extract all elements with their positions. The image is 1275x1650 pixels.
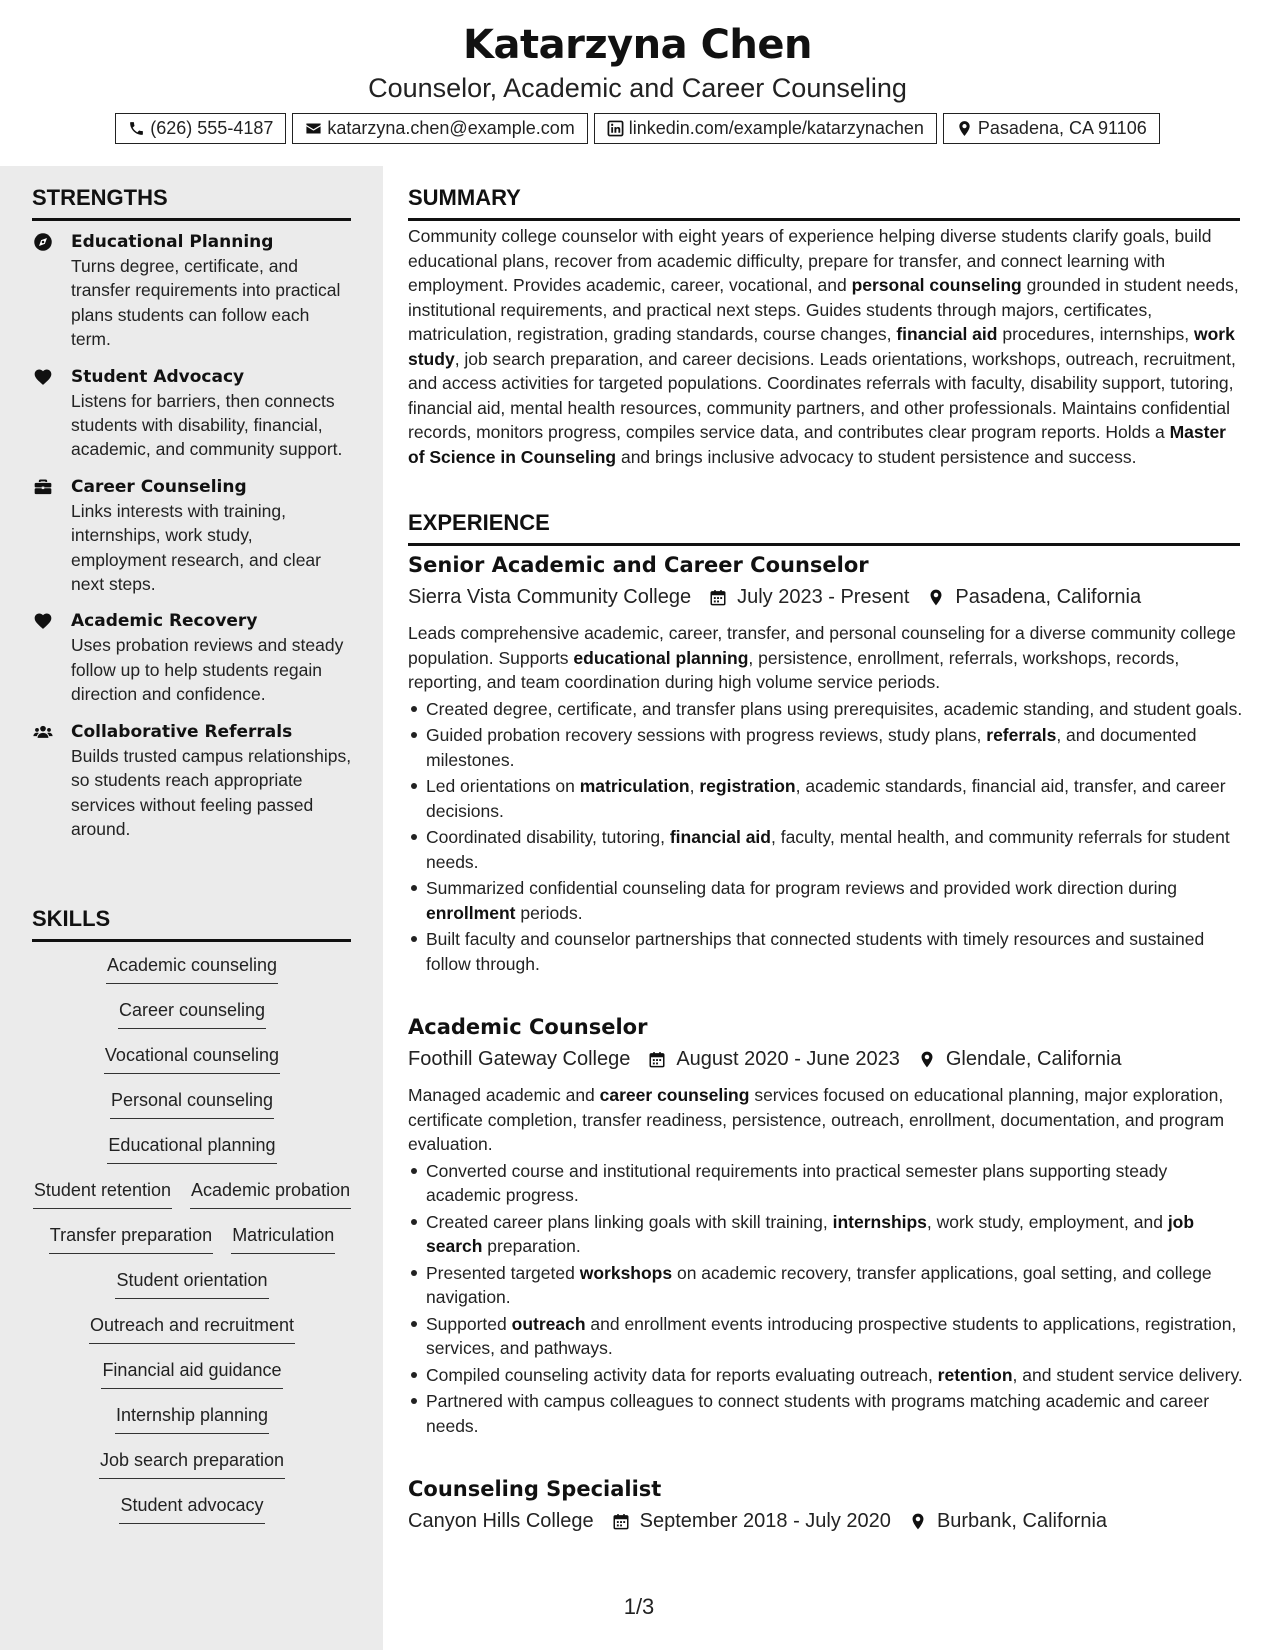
users-icon	[32, 722, 54, 742]
strength-title: Educational Planning	[71, 232, 274, 252]
heart-icon	[32, 367, 54, 387]
strength-title: Career Counseling	[71, 476, 247, 497]
phone-icon	[128, 120, 145, 137]
map-pin-icon	[927, 588, 945, 607]
contact-email[interactable]	[292, 113, 587, 144]
location-text: Pasadena, CA 91106	[977, 118, 1147, 138]
job-title: Academic Counselor	[408, 1015, 648, 1039]
job-location: Glendale, California	[945, 1047, 1122, 1070]
bold-keyword: matriculation	[579, 776, 690, 796]
job-entry	[408, 550, 1243, 978]
job-bullet: Coordinated disability, tutoring, financial aid, faculty, mental health, and community referrals for student needs.	[408, 825, 1243, 874]
linkedin-text: linkedin.com/example/katarzynachen	[628, 118, 924, 138]
map-pin-icon	[918, 1050, 936, 1069]
bold-keyword: Master of Science in Counseling	[408, 422, 1226, 467]
job-bullet: Summarized confidential counseling data for program reviews and provided work direction during enrollment periods.	[408, 876, 1243, 925]
strength-title: Academic Recovery	[71, 611, 258, 632]
job-meta	[408, 581, 1243, 613]
bold-keyword: educational planning	[573, 647, 749, 668]
contact-bar	[0, 113, 1275, 144]
strength-title: Collaborative Referrals	[71, 721, 293, 742]
map-pin-icon	[909, 1512, 927, 1531]
compass-icon	[32, 232, 54, 252]
job-location: Pasadena, California	[955, 585, 1142, 608]
job-summary: Leads comprehensive academic, career, transfer, and personal counseling for a diverse community college population. Supports educational planning, persistence, enrollment, referrals, workshops, records, reporting, and team coordination during high volume service periods.	[408, 623, 1236, 692]
skill-tag: Vocational counseling	[104, 1042, 280, 1074]
job-bullet: Led orientations on matriculation, registration, academic standards, financial aid, transfer, and career decisions.	[408, 774, 1243, 823]
strength-description: Links interests with training, internships, work study, employment research, and clear next steps.	[71, 500, 321, 595]
skill-tag: Personal counseling	[110, 1087, 274, 1119]
bold-keyword: enrollment	[426, 902, 516, 923]
job-title: Senior Academic and Career Counselor	[408, 553, 869, 577]
job-bullet: Created degree, certificate, and transfer plans using prerequisites, academic standing, and student goals.	[408, 697, 1243, 722]
strength-description: Listens for barriers, then connects students with disability, financial, academic, and community support.	[71, 390, 343, 460]
strengths-heading: STRENGTHS	[32, 185, 351, 221]
contact-phone[interactable]	[115, 113, 286, 144]
skill-tag: Outreach and recruitment	[89, 1312, 295, 1344]
skill-tag: Student orientation	[115, 1267, 268, 1299]
map-pin-icon	[956, 120, 973, 137]
bold-keyword: career counseling	[599, 1085, 750, 1105]
bold-keyword: financial aid	[669, 827, 771, 847]
envelope-icon	[305, 120, 322, 137]
job-bullet: Guided probation recovery sessions with progress reviews, study plans, referrals, and documented milestones.	[408, 723, 1243, 772]
job-bullet: Compiled counseling activity data for reports evaluating outreach, retention, and student service delivery.	[408, 1363, 1243, 1388]
job-dates: July 2023 - Present	[737, 585, 910, 608]
skill-tag: Student advocacy	[119, 1492, 264, 1524]
skills-heading: SKILLS	[32, 906, 351, 942]
job-company: Sierra Vista Community College	[408, 585, 692, 608]
job-bullets	[408, 1159, 1243, 1439]
strength-description: Builds trusted campus relationships, so students reach appropriate services without feeling passed around.	[71, 745, 352, 839]
bold-keyword: registration	[699, 776, 796, 796]
job-bullet: Partnered with campus colleagues to connect students with programs matching academic and career needs.	[408, 1389, 1243, 1438]
bold-keyword: outreach	[511, 1313, 586, 1334]
job-entry	[408, 1474, 1243, 1537]
candidate-name: Katarzyna Chen	[462, 22, 812, 68]
job-meta	[408, 1043, 1243, 1075]
page-number: 1/3	[623, 1594, 655, 1619]
bold-keyword: referrals	[986, 725, 1057, 745]
bold-keyword: internships	[832, 1211, 927, 1232]
job-company: Canyon Hills College	[408, 1509, 594, 1532]
job-bullet: Converted course and institutional requirements into practical semester plans supporting steady academic progress.	[408, 1159, 1243, 1208]
calendar-icon	[612, 1512, 630, 1531]
skill-tag: Transfer preparation	[49, 1222, 213, 1254]
strength-item	[32, 365, 352, 462]
bold-keyword: personal counseling	[851, 275, 1022, 295]
calendar-icon	[648, 1050, 666, 1069]
contact-linkedin[interactable]	[594, 113, 937, 144]
strengths-list	[32, 230, 352, 854]
job-bullet: Presented targeted workshops on academic recovery, transfer applications, goal setting, and college navigation.	[408, 1261, 1243, 1310]
job-bullet: Created career plans linking goals with skill training, internships, work study, employment, and job search preparation.	[408, 1210, 1243, 1259]
strength-item	[32, 609, 352, 706]
skill-tag: Career counseling	[118, 997, 266, 1029]
candidate-headline: Counselor, Academic and Career Counseling	[368, 73, 907, 103]
skill-tag: Student retention	[33, 1177, 172, 1209]
job-bullet: Built faculty and counselor partnerships that connected students with timely resources and sustained follow through.	[408, 927, 1243, 976]
bold-keyword: retention	[937, 1364, 1013, 1385]
job-bullet: Supported outreach and enrollment events introducing prospective students to applications, registration, services, and pathways.	[408, 1312, 1243, 1361]
heart-icon	[32, 611, 54, 631]
job-dates: August 2020 - June 2023	[676, 1047, 900, 1070]
job-company: Foothill Gateway College	[408, 1047, 631, 1070]
skill-tag: Educational planning	[107, 1132, 276, 1164]
job-entry	[408, 1012, 1243, 1440]
strength-description: Uses probation reviews and steady follow up to help students regain direction and confidence.	[71, 635, 344, 705]
job-summary: Managed academic and career counseling services focused on educational planning, major exploration, certificate completion, transfer readiness, persistence, outreach, enrollment, documentation, and program evaluation.	[408, 1085, 1225, 1154]
job-meta	[408, 1505, 1243, 1537]
strength-item	[32, 475, 352, 597]
resume-header	[0, 0, 1275, 166]
bold-keyword: workshops	[579, 1262, 673, 1283]
strength-description: Turns degree, certificate, and transfer requirements into practical plans students can follow each term.	[71, 256, 341, 350]
summary-paragraph: Community college counselor with eight years of experience helping diverse students clarify goals, build educational plans, recover from academic difficulty, prepare for transfer, and connect learning with employment. Provides academic, career, vocational, and personal counseling grounded in student needs, institutional requirements, and practical next steps. Guides students through majors, certificates, matriculation, registration, grading standards, course changes, financial aid procedures, internships, work study, job search preparation, and career decisions. Leads orientations, workshops, outreach, recruitment, and access activities for targeted populations. Coordinates referrals with faculty, disability support, tutoring, financial aid, mental health resources, community partners, and other professionals. Maintains confidential records, monitors progress, compiles service data, and contributes clear program reports. Holds a Master of Science in Counseling and brings inclusive advocacy to student persistence and success.	[408, 226, 1239, 467]
briefcase-icon	[32, 477, 54, 497]
strength-item	[32, 720, 352, 842]
bold-keyword: job search	[426, 1211, 1195, 1256]
strength-title: Student Advocacy	[71, 366, 245, 387]
skill-tag: Financial aid guidance	[101, 1357, 282, 1389]
job-title: Counseling Specialist	[408, 1477, 662, 1501]
bold-keyword: financial aid	[896, 324, 998, 344]
calendar-icon	[709, 588, 727, 607]
contact-location	[943, 113, 1160, 144]
skills-list	[32, 952, 352, 1537]
skill-tag: Academic counseling	[106, 952, 278, 984]
skill-tag: Matriculation	[231, 1222, 335, 1254]
linkedin-icon	[607, 120, 624, 137]
bold-keyword: work study	[408, 324, 1235, 369]
experience-heading: EXPERIENCE	[408, 510, 1240, 546]
strength-item	[32, 230, 352, 352]
phone-text: (626) 555-4187	[150, 118, 274, 138]
skill-tag: Academic probation	[190, 1177, 351, 1209]
job-bullets	[408, 697, 1243, 977]
skill-tag: Internship planning	[115, 1402, 269, 1434]
email-text: katarzyna.chen@example.com	[327, 118, 575, 138]
job-dates: September 2018 - July 2020	[639, 1509, 891, 1532]
job-location: Burbank, California	[936, 1509, 1108, 1532]
skill-tag: Job search preparation	[99, 1447, 285, 1479]
summary-heading: SUMMARY	[408, 185, 1240, 221]
